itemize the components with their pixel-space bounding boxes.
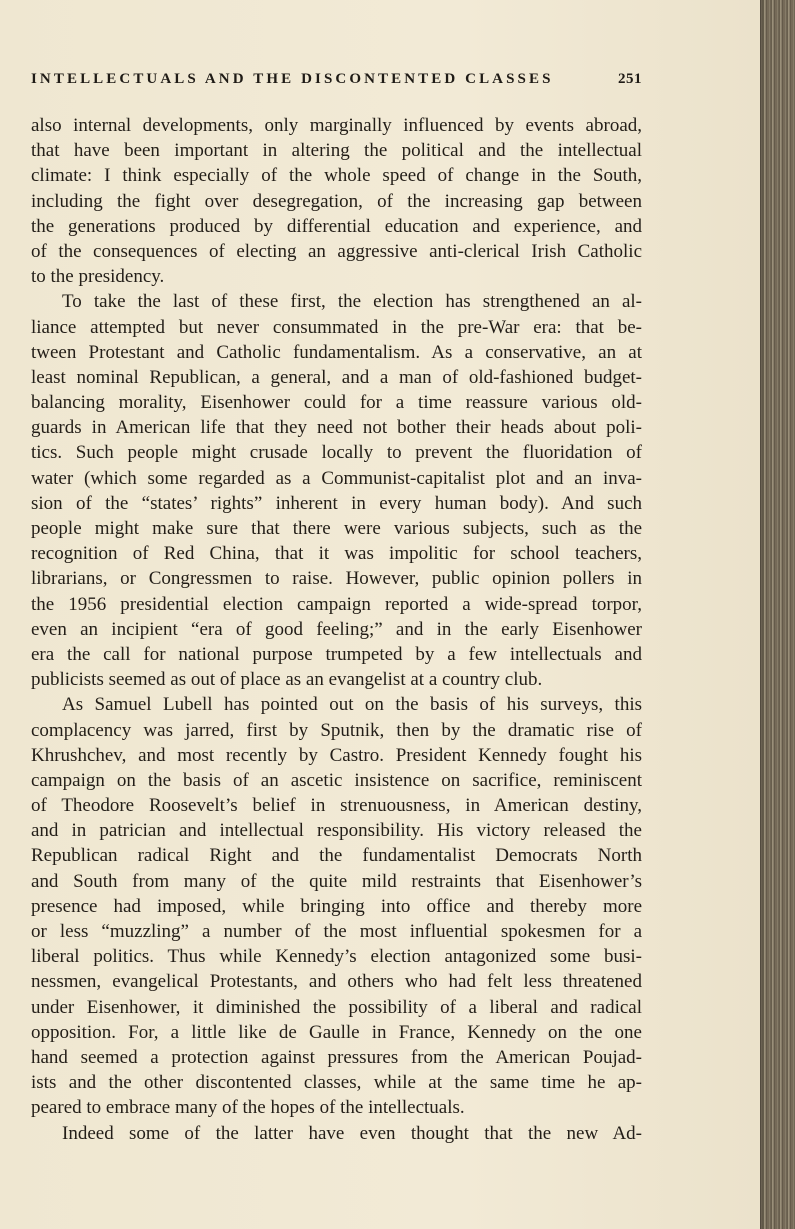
text-line: even an incipient “era of good feeling;” and in the early Eisenhower [31,618,642,640]
text-line: least nominal Republican, a general, and a man of old-fashioned budget- [31,366,642,388]
text-line: Republican radical Right and the fundamentalist Democrats North [31,845,642,867]
text-line: presence had imposed, while bringing into office and thereby more [31,895,642,917]
book-page-edge [760,0,795,1229]
text-line: that have been important in altering the political and the intellectual [31,140,642,162]
text-line: including the fight over desegregation, of the increasing gap between [31,190,642,212]
paragraph-1 [31,113,642,289]
text-line: and in patrician and intellectual responsibility. His victory released the [31,820,642,842]
text-line: people might make sure that there were various subjects, such as the [31,518,642,539]
text-line: complacency was jarred, first by Sputnik, then by the dramatic rise of [31,719,642,741]
text-line: opposition. For, a little like de Gaulle in France, Kennedy on the one [31,1021,642,1043]
text-line: tween Protestant and Catholic fundamentalism. As a conservative, an at [31,341,642,363]
running-head: INTELLECTUALS AND THE DISCONTENTED CLASSES [31,71,554,87]
text-line: Indeed some of the latter have even thought that the new Ad- [62,1122,642,1144]
text-line: the generations produced by differential education and experience, and [31,215,642,237]
text-line: balancing morality, Eisenhower could for a time reassure various old- [31,392,642,414]
text-line: librarians, or Congressmen to raise. However, public opinion pollers in [31,568,642,590]
text-line: campaign on the basis of an ascetic insistence on sacrifice, reminiscent [31,769,642,791]
text-line: under Eisenhower, it diminished the possibility of a liberal and radical [31,996,642,1018]
text-line: recognition of Red China, that it was impolitic for school teachers, [31,543,642,565]
page-header [31,71,642,95]
page-number: 251 [618,71,642,87]
text-line: liance attempted but never consummated in the pre-War era: that be- [31,316,642,338]
paragraph-4 [31,1121,642,1146]
text-line: nessmen, evangelical Protestants, and others who had felt less threatened [31,971,642,993]
text-line: ists and the other discontented classes, while at the same time he ap- [31,1072,642,1094]
paragraph-2 [31,289,642,692]
text-line: also internal developments, only marginally influenced by events abroad, [31,115,642,136]
text-line: As Samuel Lubell has pointed out on the basis of his surveys, this [62,694,642,716]
text-line: hand seemed a protection against pressures from the American Poujad- [31,1046,642,1068]
paragraph-3 [31,692,642,1120]
text-line: of the consequences of electing an aggressive anti-clerical Irish Catholic [31,240,642,262]
text-line: or less “muzzling” a number of the most influential spokesmen for a [31,921,642,942]
text-line: the 1956 presidential election campaign reported a wide-spread torpor, [31,593,642,615]
text-line: peared to embrace many of the hopes of the intellectuals. [31,1097,465,1119]
text-line: and South from many of the quite mild restraints that Eisenhower’s [31,870,642,892]
text-line: To take the last of these first, the election has strengthened an al- [62,291,642,313]
text-line: to the presidency. [31,266,165,288]
body-text [31,113,642,1146]
text-line: water (which some regarded as a Communist-capitalist plot and an inva- [31,467,642,489]
text-line: publicists seemed as out of place as an evangelist at a country club. [31,669,543,691]
text-line: Khrushchev, and most recently by Castro. President Kennedy fought his [31,744,642,766]
text-line: liberal politics. Thus while Kennedy’s election antagonized some busi- [31,946,642,968]
text-line: of Theodore Roosevelt’s belief in strenuousness, in American destiny, [31,795,642,817]
text-line: era the call for national purpose trumpeted by a few intellectuals and [31,643,642,665]
text-line: climate: I think especially of the whole speed of change in the South, [31,165,642,187]
text-line: tics. Such people might crusade locally to prevent the fluoridation of [31,442,642,464]
text-line: guards in American life that they need not bother their heads about poli- [31,417,642,439]
text-line: sion of the “states’ rights” inherent in every human body). And such [31,492,642,514]
